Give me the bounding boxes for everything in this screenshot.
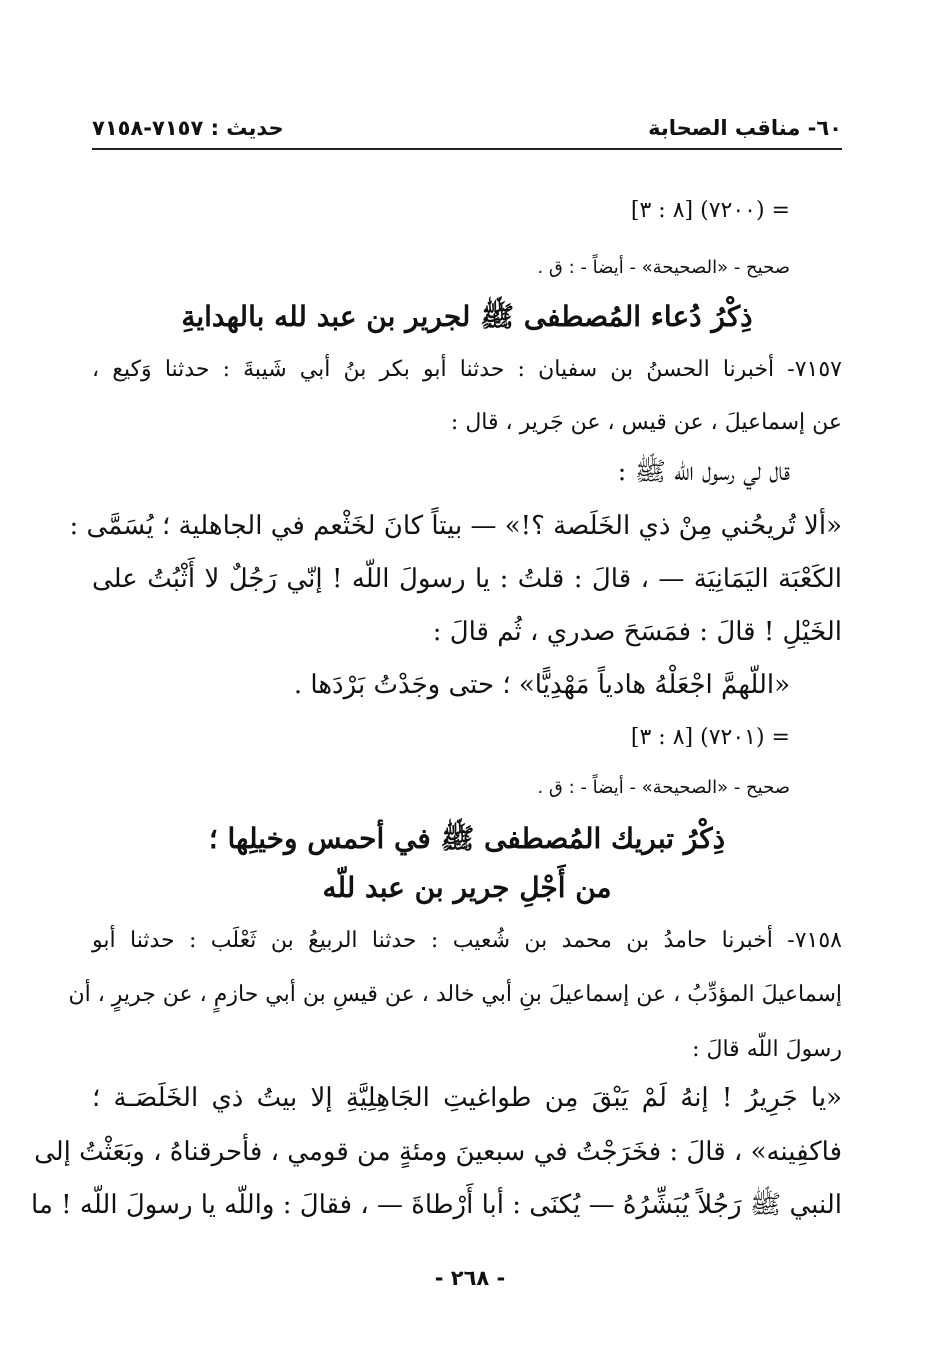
hadith-text-line: إسماعيلَ المؤدِّبُ ، عن إسماعيلَ بنِ أبي خالد ، عن قيسِ بن أبي حازمٍ ، عن جريرٍ ، أن	[68, 982, 842, 1007]
chapter-title: ٦٠- مناقب الصحابة	[648, 116, 842, 140]
cross-reference: = (٧٢٠١) [٨ : ٣]	[630, 725, 790, 750]
hadith-text-line: فاكفِينه» ، قالَ : فخَرَجْتُ في سبعينَ ومئةٍ من قومي ، فأحرقناهُ ، وبَعَثْتُ إلى	[34, 1137, 842, 1167]
grading-note: صحيح - «الصحيحة» - أيضاً - : ق .	[537, 777, 790, 798]
section-heading: من أَجْلِ جرير بن عبد للّه	[322, 871, 612, 904]
hadith-text-line: ٧١٥٧- أخبرنا الحسنُ بن سفيان : حدثنا أبو بكر بنُ أبي شَيبةَ : حدثنا وَكيع ،	[92, 357, 842, 382]
hadith-text-line: «يا جَرِيرُ ! إنهُ لَمْ يَبْقَ مِن طواغيتِ الجَاهِلِيَّةِ إلا بيتُ ذي الخَلَصَـة ؛	[92, 1083, 842, 1113]
hadith-text-line: قال لي رسول اللّه ﷺ :	[617, 457, 790, 487]
grading-note: صحيح - «الصحيحة» - أيضاً - : ق .	[537, 257, 790, 278]
hadith-text-line: رسولَ اللّه قالَ :	[692, 1037, 842, 1062]
hadith-text-line: «اللّهمَّ اجْعَلْهُ هادياً مَهْدِيًّا» ؛ حتى وجَدْتُ بَرْدَها .	[293, 670, 790, 700]
section-heading: ذِكْرُ دُعاء المُصطفى ﷺ لجرير بن عبد لله بالهدايةِ	[181, 300, 753, 333]
cross-reference: = (٧٢٠٠) [٨ : ٣]	[630, 198, 790, 223]
section-heading: ذِكْرُ تبريك المُصطفى ﷺ في أحمس وخيلِها ؛	[208, 822, 726, 855]
hadith-text-line: الخَيْلِ ! قالَ : فمَسَحَ صدري ، ثُم قالَ :	[432, 617, 842, 647]
hadith-range: حديث : ٧١٥٧-٧١٥٨	[92, 116, 284, 140]
running-header	[92, 112, 842, 150]
hadith-text-line: النبي ﷺ رَجُلاً يُبَشِّرُهُ — يُكنَى : أبا أَرْطاةَ — ، فقالَ : واللّه يا رسولَ اللّه ! ما	[31, 1190, 842, 1220]
page-number: - ٢٦٨ -	[434, 1266, 506, 1290]
hadith-text-line: عن إسماعيلَ ، عن قيس ، عن جَرير ، قال :	[450, 410, 842, 435]
hadith-text-line: ٧١٥٨- أخبرنا حامدُ بن محمد بن شُعيب : حدثنا الربيعُ بن ثَعْلَب : حدثنا أبو	[92, 928, 842, 953]
hadith-text-line: «ألا تُريحُني مِنْ ذي الخَلَصة ؟!» — بيتاً كانَ لخَثْعم في الجاهلية ؛ يُسَمَّى :	[69, 511, 842, 541]
hadith-text-line: الكَعْبَة اليَمَانِيَة — ، قالَ : قلتُ : يا رسولَ اللّه ! إنّي رَجُلٌ لا أَثْبُتُ على	[92, 564, 842, 594]
